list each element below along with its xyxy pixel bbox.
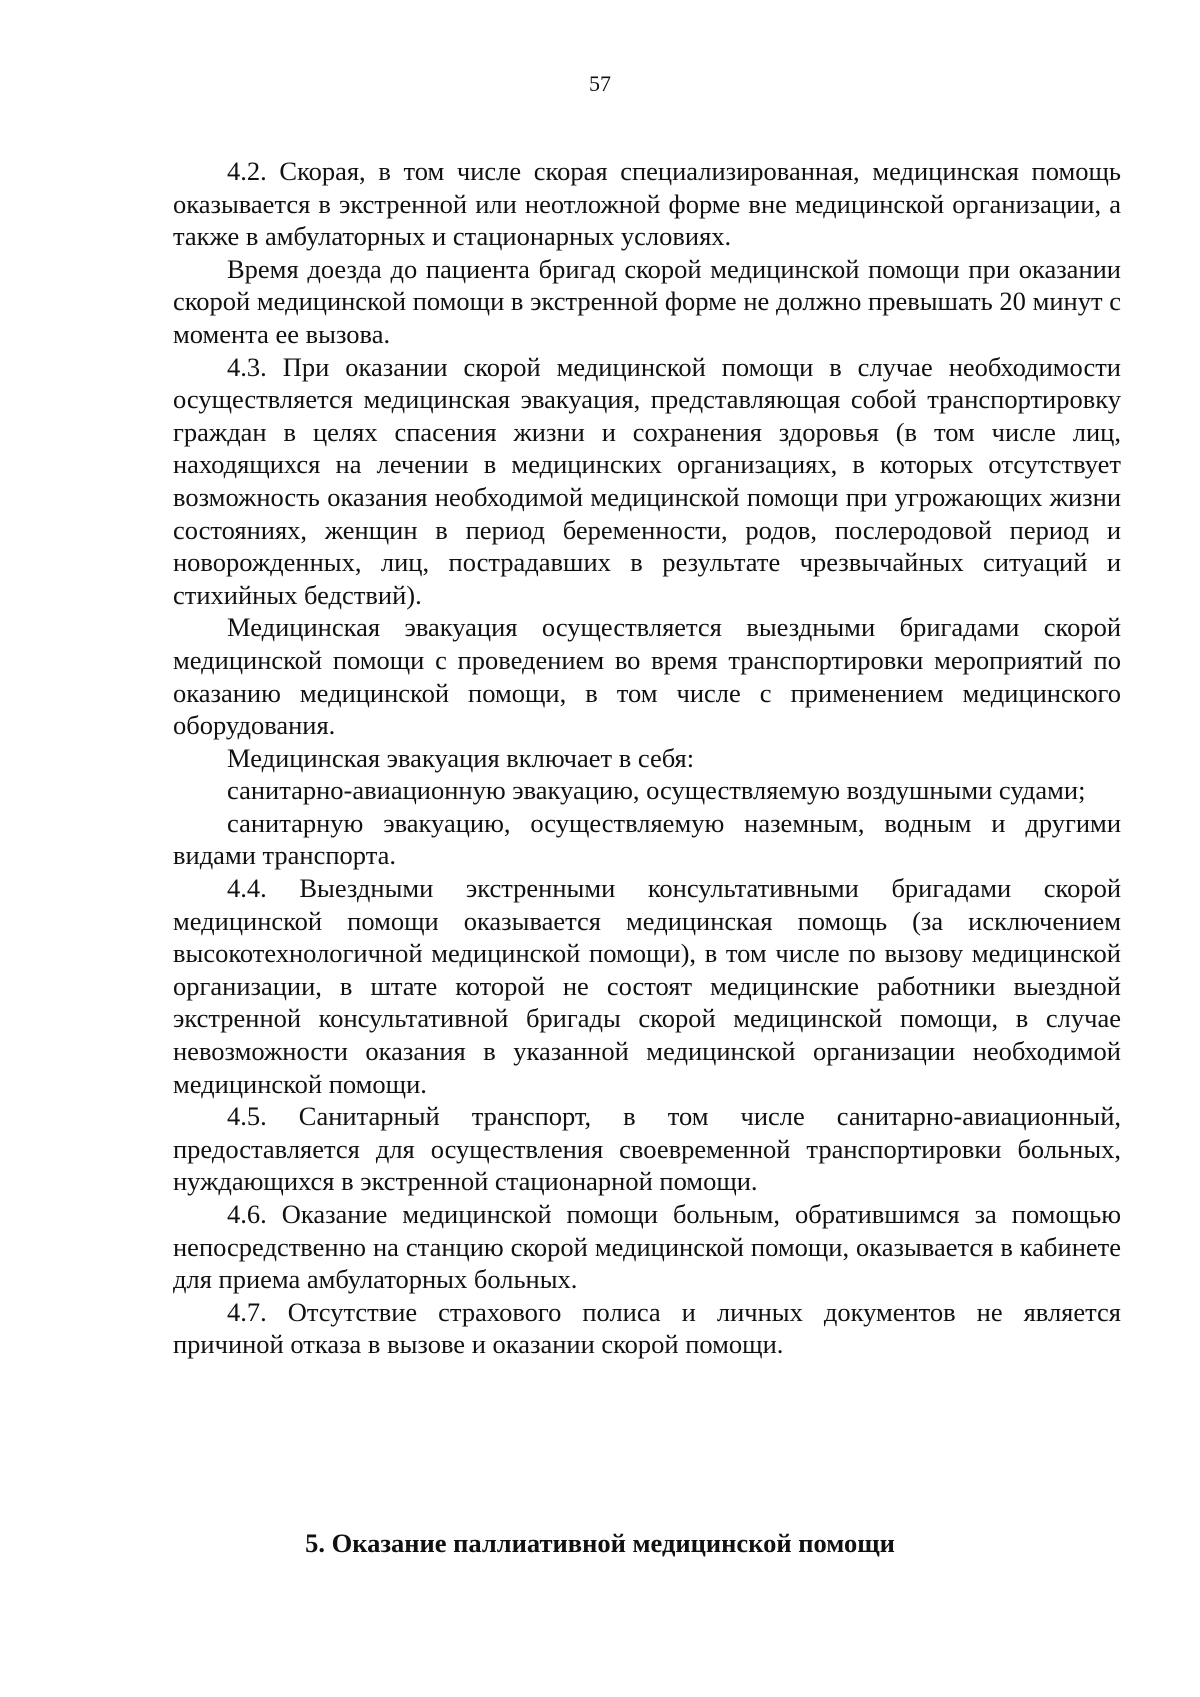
paragraph-4-5: 4.5. Санитарный транспорт, в том числе санитарно-авиационный, предоставляется для осуществления своевременной транспортировки больных, нуждающихся в экстренной стационарной помощи. (173, 1101, 1121, 1197)
paragraph-4-4: 4.4. Выездными экстренными консультативными бригадами скорой медицинской помощи оказывается медицинская помощь (за исключением высокотехнологичной медицинской помощи), в том числе по вызову медицинской организации, в штате которой не состоят медицинские работники выездной экстренной консультативной бригады скорой медицинской помощи, в случае невозможности оказания в указанной медицинской организации необходимой медицинской помощи. (173, 873, 1121, 1099)
page-number: 57 (589, 71, 611, 96)
paragraph-4-7: 4.7. Отсутствие страхового полиса и личных документов не является причиной отказа в вызове и оказании скорой помощи. (173, 1296, 1121, 1360)
paragraph-air-evacuation: санитарно-авиационную эвакуацию, осуществляемую воздушными судами; (227, 775, 1086, 806)
section-heading: 5. Оказание паллиативной медицинской помощи (305, 1528, 895, 1558)
paragraph-arrival-time: Время доезда до пациента бригад скорой медицинской помощи при оказании скорой медицинской помощи в экстренной форме не должно превышать 20 минут с момента ее вызова. (173, 253, 1121, 349)
paragraph-evacuation-includes: Медицинская эвакуация включает в себя: (227, 742, 695, 773)
body-text (173, 155, 1121, 1361)
paragraph-evacuation-teams: Медицинская эвакуация осуществляется выездными бригадами скорой медицинской помощи с проведением во время транспортировки мероприятий по оказанию медицинской помощи, в том числе с применением медицинского оборудования. (173, 612, 1121, 741)
paragraph-4-2: 4.2. Скорая, в том числе скорая специализированная, медицинская помощь оказывается в экстренной или неотложной форме вне медицинской организации, а также в амбулаторных и стационарных условиях. (173, 156, 1121, 252)
paragraph-ground-evacuation: санитарную эвакуацию, осуществляемую наземным, водным и другими видами транспорта. (173, 807, 1121, 871)
paragraph-4-6: 4.6. Оказание медицинской помощи больным, обратившимся за помощью непосредственно на станцию скорой медицинской помощи, оказывается в кабинете для приема амбулаторных больных. (173, 1199, 1121, 1295)
paragraph-4-3: 4.3. При оказании скорой медицинской помощи в случае необходимости осуществляется медицинская эвакуация, представляющая собой транспортировку граждан в целях спасения жизни и сохранения здоровья (в том числе лиц, находящихся на лечении в медицинских организациях, в которых отсутствует возможность оказания необходимой медицинской помощи при угрожающих жизни состояниях, женщин в период беременности, родов, послеродовой период и новорожденных, лиц, пострадавших в результате чрезвычайных ситуаций и стихийных бедствий). (173, 351, 1121, 610)
